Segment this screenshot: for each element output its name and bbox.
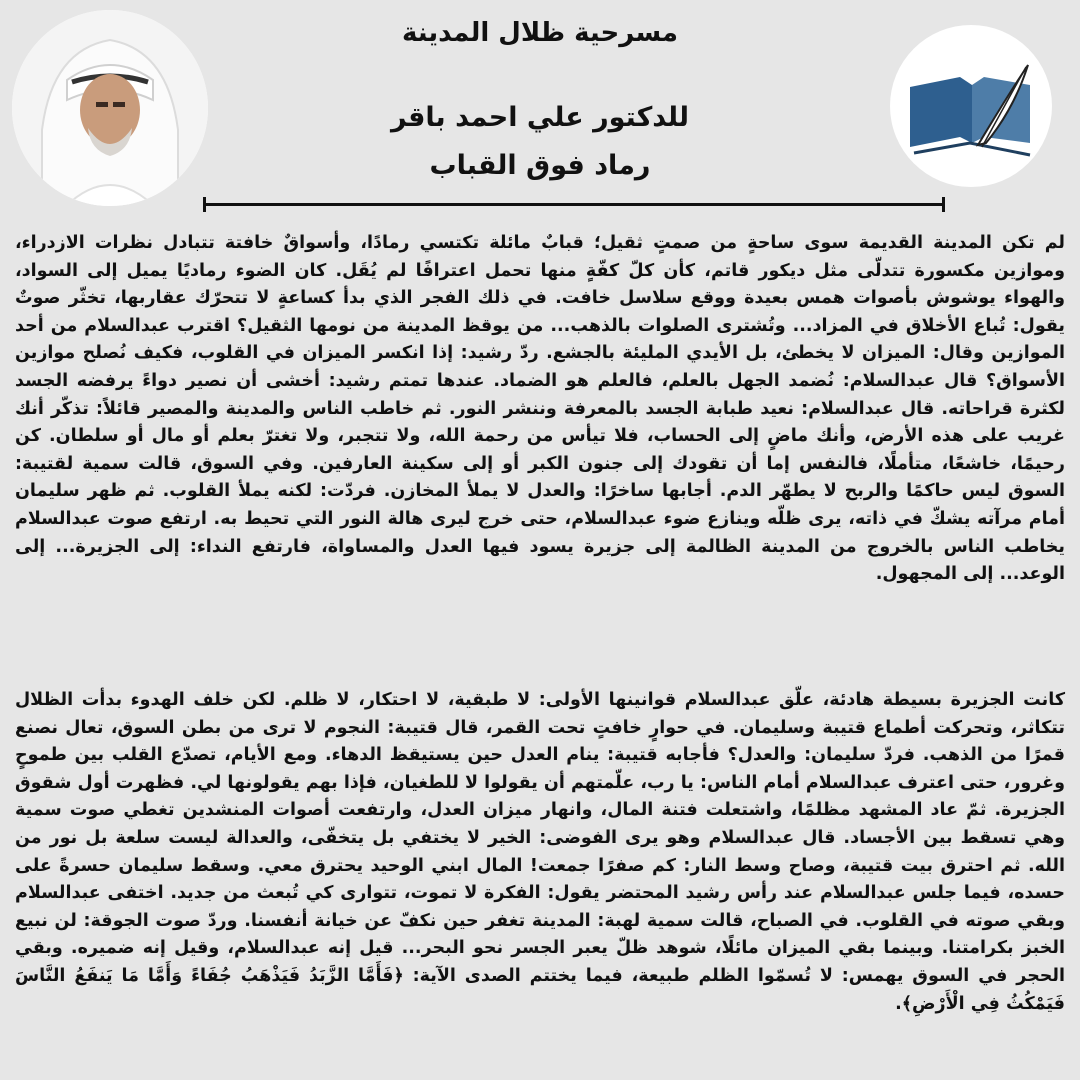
publisher-logo [890, 25, 1052, 187]
divider [203, 203, 945, 206]
paragraph-2: كانت الجزيرة بسيطة هادئة، علّق عبدالسلام قوانينها الأولى: لا طبقية، لا احتكار، لا ظلم. لكن خلف الهدوء بدأت الظلال تتكاثر، وتحركت أطماع قتيبة وسليمان. في حوارٍ خافتٍ تحت القمر، قال قتيبة: النجوم لا ترى من بطن السوق، تعال نصنع قمرًا من الذهب. فردّ سليمان: والعدل؟ فأجابه قتيبة: ينام العدل حين يستيقظ الدهاء. ومع الأيام، تصدّع القلب بين طموحٍ وغرور، حتى اعترف عبدالسلام أمام الناس: يا رب، علّمتهم أن يقولوا لا للطغيان، فإذا بهم يقولونها لي. فظهرت أول شقوق الجزيرة. ثمّ عاد المشهد مظلمًا، واشتعلت فتنة المال، وانهار ميزان العدل، وارتفعت أصوات المنشدين تغطي صوت سمية وهي تسقط بين الأجساد. قال عبدالسلام وهو يرى الفوضى: الخير لا يختفي بل يتخفّى، والعدالة ليست سلعة بل نور من الله. ثم احترق بيت قتيبة، وصاح وسط النار: كم صفرًا جمعت! المال ابني الوحيد يحترق معي. وسقط سليمان حسرةً على حسده، فيما جلس عبدالسلام عند رأس رشيد المحتضر يقول: الفكرة لا تموت، تتوارى كي تُبعث من جديد. اختفى عبدالسلام وبقي صوته في القلوب. في الصباح، قالت سمية لهبة: المدينة تغفر حين نكفّ عن خيانة أنفسنا. وردّ صوت الجوقة: لن نبيع الخبز بكرامتنا. وبينما بقي الميزان مائلًا، شوهد ظلّ يعبر الجسر نحو البحر... قيل إنه عبدالسلام، وقيل إنه ضميره. وبقي الحجر في السوق يهمس: لا تُسمّوا الظلم طبيعة، فيما يختتم الصدى الآية: ﴿فَأَمَّا الزَّبَدُ فَيَذْهَبُ جُفَاءً وَأَمَّا مَا يَنفَعُ النَّاسَ فَيَمْكُثُ فِي الْأَرْضِ﴾. [15, 690, 1065, 1014]
paragraph-1: لم تكن المدينة القديمة سوى ساحةٍ من صمتٍ ثقيل؛ قبابٌ مائلة تكتسي رمادًا، وأسواقٌ خافتة تتبادل نظرات الازدراء، وموازين مكسورة تتدلّى مثل ديكور قاتم، كأن كلّ كفّةٍ منها تحمل اعترافًا لم يُقَل. كان الضوء رماديًا يميل إلى السواد، والهواء يوشوش بأصوات همس بعيدة ووقع سلاسل خافت. في ذلك الفجر الذي بدأ كساعةٍ لا تتحرّك عقاربها، تخثّر صوتٌ يقول: تُباع الأخلاق في المزاد... وتُشترى الصلوات بالذهب... من يوقظ المدينة من نومها الثقيل؟ اقترب عبدالسلام من أحد الموازين وقال: الميزان لا يخطئ، بل الأيدي المليئة بالجشع. ردّ رشيد: إذا انكسر الميزان في القلوب، فكيف نُصلح موازين الأسواق؟ قال عبدالسلام: نُضمد الجهل بالعلم، فالعلم هو الضماد. عندها تمتم رشيد: أخشى أن نصير دواءً يرفضه الجسد لكثرة قراحاته. قال عبدالسلام: نعيد طبابة الجسد بالمعرفة وننشر النور. ثم خاطب الناس والمدينة والمصير قائلاً: تذكّر أنك غريب على هذه الأرض، وأنك ماضٍ إلى الحساب، فلا تيأس من رحمة الله، ولا تتجبر، ولا تغترّ بعلم أو مال أو سلطان. كن رحيمًا، خاشعًا، متأملًا، فالنفس إما أن تقودك إلى جنون الكبر أو إلى سكينة العارفين. وفي السوق، قالت سمية لقتيبة: السوق ليس حاكمًا والربح لا يطهّر الدم. أجابها ساخرًا: والعدل لا يملأ المخازن. فردّت: لكنه يملأ القلوب. ثم ظهر سليمان أمام مرآته يشكّ في ذاته، يرى ظلّه وينازع ضوء عبدالسلام، حتى خرج ليرى هالة النور التي تحيط به. ارتفع صوت عبدالسلام يخاطب الناس بالخروج من المدينة الظالمة إلى جزيرة يسود فيها العدل والمساواة، فارتفع النداء: إلى الجزيرة... إلى الوعد... إلى المجهول. [15, 233, 1065, 585]
episode-subtitle: رماد فوق القباب [429, 150, 651, 181]
author-photo [12, 10, 208, 206]
publisher-logo-graphic [890, 25, 1052, 187]
author-name: للدكتور علي احمد باقر [390, 102, 690, 133]
play-title: مسرحية ظلال المدينة [401, 18, 678, 48]
author-portrait [12, 10, 208, 206]
